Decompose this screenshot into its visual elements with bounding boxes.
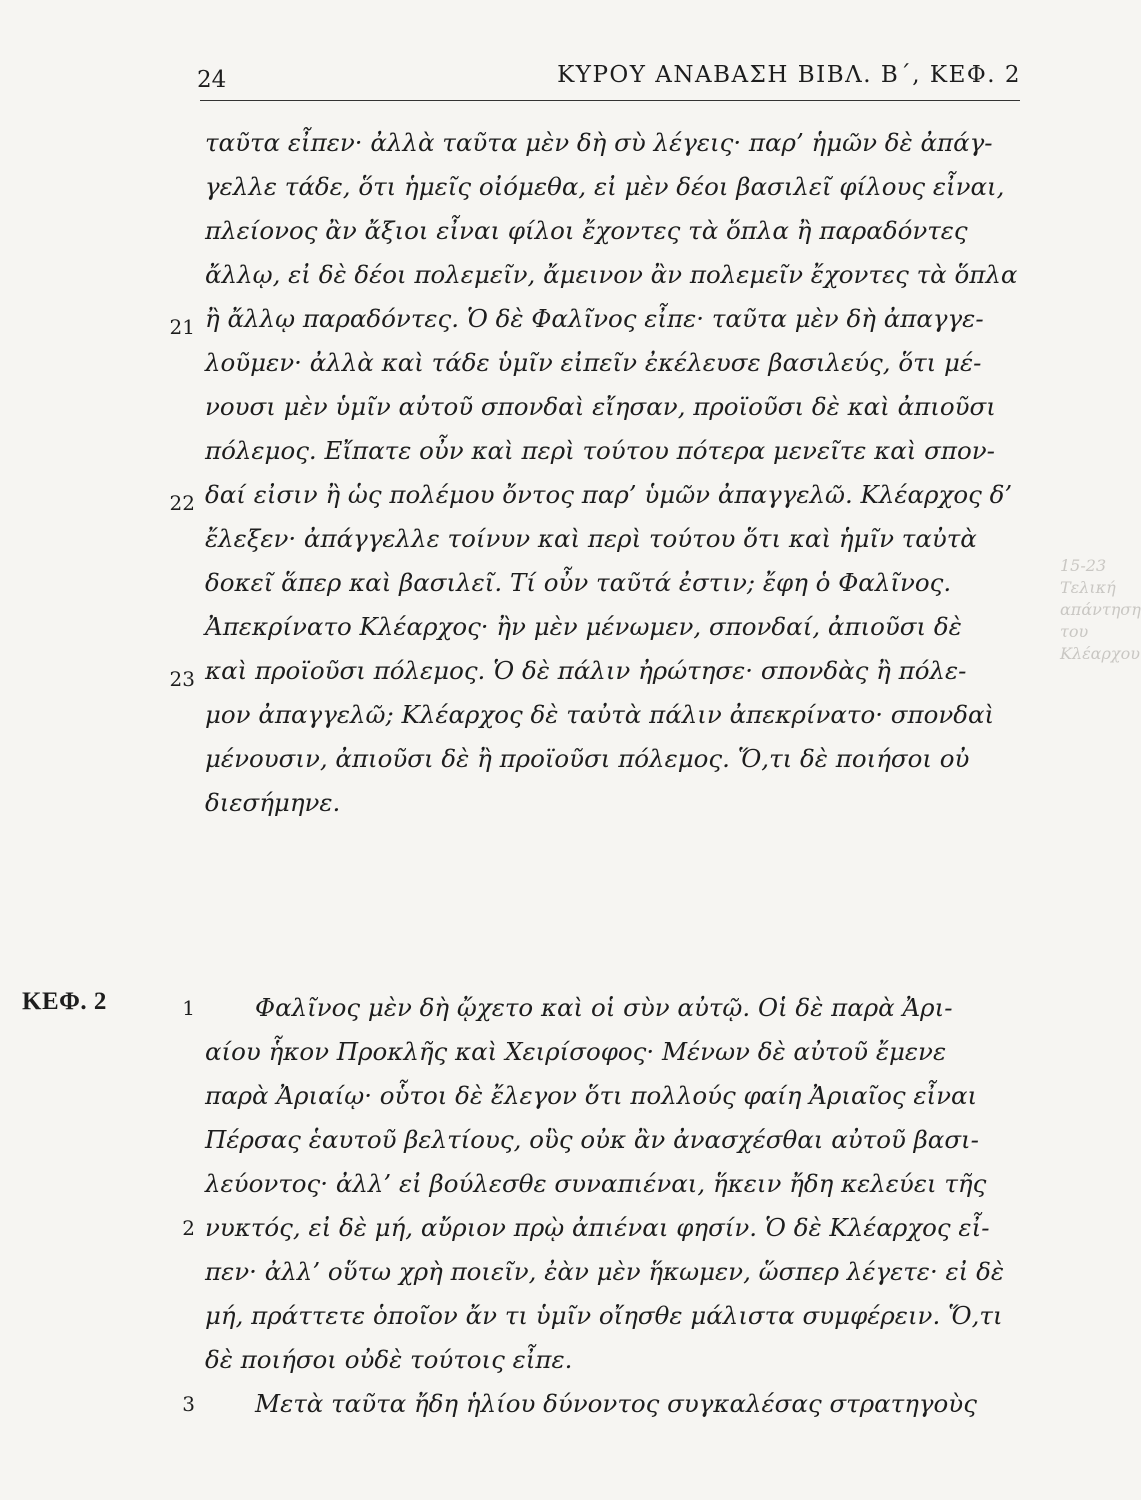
section-number-22: 22 [169,491,195,515]
text-line: πεν· ἀλλ’ οὕτω χρὴ ποιεῖν, ἐὰν μὲν ἥκωμεν, ὥσπερ λέγετε· εἰ δὲ [205,1257,1004,1286]
text-line: νυκτός, εἰ δὲ μή, αὔριον πρῲ ἀπιέναι φησίν. Ὁ δὲ Κλέαρχος εἶ- [205,1213,990,1242]
text-block-2 [205,986,1045,1426]
text-line: ἢ ἄλλῳ παραδόντες. Ὁ δὲ Φαλῖνος εἶπε· ταῦτα μὲν δὴ ἀπαγγε- [205,304,984,333]
section-number-23: 23 [169,667,195,691]
text-line: ἔλεξεν· ἀπάγγελλε τοίνυν καὶ περὶ τούτου ὅτι καὶ ἡμῖν ταὐτὰ [205,524,977,553]
text-line: πόλεμος. Εἴπατε οὖν καὶ περὶ τούτου πότερα μενεῖτε καὶ σπον- [205,436,995,465]
chapter-marker: ΚΕΦ. 2 [22,988,107,1015]
text-block-1 [205,121,1045,825]
running-title: ΚΥΡΟΥ ΑΝΑΒΑΣΗ ΒΙΒΛ. Β΄, ΚΕΦ. 2 [557,62,1021,88]
section-number-2: 2 [182,1216,195,1240]
text-line: ταῦτα εἶπεν· ἀλλὰ ταῦτα μὲν δὴ σὺ λέγεις· παρ’ ἡμῶν δὲ ἀπάγ- [205,128,993,157]
text-line: γελλε τάδε, ὅτι ἡμεῖς οἰόμεθα, εἰ μὲν δέοι βασιλεῖ φίλους εἶναι, [205,172,1005,201]
text-line: λοῦμεν· ἀλλὰ καὶ τάδε ὑμῖν εἰπεῖν ἐκέλευσε βασιλεύς, ὅτι μέ- [205,348,982,377]
header-divider [200,100,1020,101]
text-line: καὶ προϊοῦσι πόλεμος. Ὁ δὲ πάλιν ἠρώτησε· σπονδὰς ἢ πόλε- [205,656,967,685]
text-line: δοκεῖ ἅπερ καὶ βασιλεῖ. Τί οὖν ταῦτά ἐστιν; ἔφη ὁ Φαλῖνος. [205,568,952,597]
page-number: 24 [197,67,227,93]
section-number-3: 3 [182,1392,195,1416]
text-line: ἄλλῳ, εἰ δὲ δέοι πολεμεῖν, ἄμεινον ἂν πολεμεῖν ἔχοντες τὰ ὅπλα [205,260,1018,289]
text-line: Μετὰ ταῦτα ἤδη ἡλίου δύνοντος συγκαλέσας στρατηγοὺς [255,1389,977,1418]
text-line: Φαλῖνος μὲν δὴ ᾤχετο καὶ οἱ σὺν αὐτῷ. Οἱ δὲ παρὰ Ἀρι- [255,993,953,1022]
text-line: αίου ἧκον Προκλῆς καὶ Χειρίσοφος· Μένων δὲ αὐτοῦ ἔμενε [205,1037,947,1066]
text-line: διεσήμηνε. [205,788,341,817]
text-line: λεύοντος· ἀλλ’ εἰ βούλεσθε συναπιέναι, ἥκειν ἤδη κελεύει τῆς [205,1169,987,1198]
text-line: Πέρσας ἑαυτοῦ βελτίους, οὓς οὐκ ἂν ἀνασχέσθαι αὐτοῦ βασι- [205,1125,979,1154]
text-line: δὲ ποιήσοι οὐδὲ τούτοις εἶπε. [205,1345,573,1374]
text-line: μένουσιν, ἀπιοῦσι δὲ ἢ προϊοῦσι πόλεμος. Ὅ,τι δὲ ποιήσοι οὐ [205,744,970,773]
text-line: μον ἀπαγγελῶ; Κλέαρχος δὲ ταὐτὰ πάλιν ἀπεκρίνατο· σπονδαὶ [205,700,995,729]
text-line: Ἀπεκρίνατο Κλέαρχος· ἢν μὲν μένωμεν, σπονδαί, ἀπιοῦσι δὲ [205,612,962,641]
text-line: νουσι μὲν ὑμῖν αὐτοῦ σπονδαὶ εἴησαν, προϊοῦσι δὲ καὶ ἀπιοῦσι [205,392,996,421]
text-line: παρὰ Ἀριαίῳ· οὗτοι δὲ ἔλεγον ὅτι πολλούς φαίη Ἀριαῖος εἶναι [205,1081,978,1110]
section-number-21: 21 [169,315,195,339]
text-line: μή, πράττετε ὁποῖον ἄν τι ὑμῖν οἴησθε μάλιστα συμφέρειν. Ὅ,τι [205,1301,1003,1330]
section-number-1: 1 [182,996,195,1020]
text-line: πλείονος ἂν ἄξιοι εἶναι φίλοι ἔχοντες τὰ ὅπλα ἢ παραδόντες [205,216,968,245]
bleed-through-margin-note: 15-23 Τελική απάντηση του Κλέαρχου [1060,556,1141,663]
text-line: δαί εἰσιν ἢ ὡς πολέμου ὄντος παρ’ ὑμῶν ἀπαγγελῶ. Κλέαρχος δ’ [205,480,1013,509]
